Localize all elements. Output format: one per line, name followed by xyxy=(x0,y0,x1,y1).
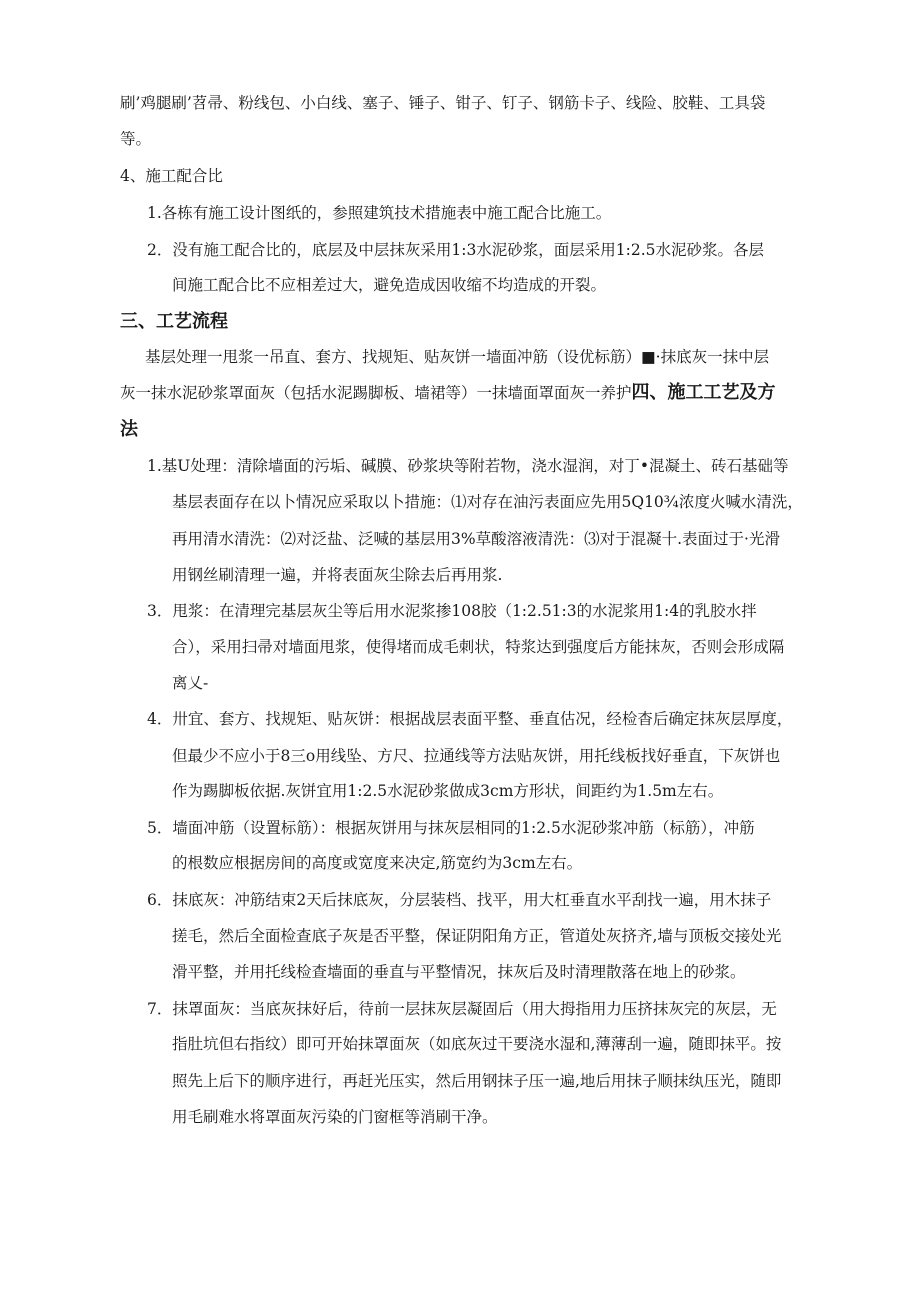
step-1-cont: 基层表面存在以卜情况应采取以卜措施：⑴对存在油污表面应先用5Q10¾浓度火喊水清洗， xyxy=(172,493,803,511)
method-heading-cont: 法 xyxy=(120,419,138,440)
step-4-cont: 作为踢脚板依据.灰饼宜用1:2.5水泥砂浆做成3cm方形状，间距约为1.5m左右。 xyxy=(172,782,724,800)
tools-list-line: 刷’鸡腿刷’苕帚、粉线包、小白线、塞子、锤子、钳子、钉子、钢筋卡子、线险、胶鞋、工具袋 xyxy=(120,94,766,112)
step-3-cont: 离乂- xyxy=(172,674,209,692)
mix-ratio-item-1: 1.各栋有施工设计图纸的，参照建筑技术措施表中施工配合比施工。 xyxy=(147,204,612,222)
process-flow-line: 基层处理一甩浆一吊直、套方、找规矩、贴灰饼一墙面冲筋（设优标筋）■·抹底灰一抹中层 xyxy=(145,348,770,366)
step-7: 7．抹罩面灰：当底灰抹好后，待前一层抹灰层凝固后（用大拇指用力压挤抹灰完的灰层，无 xyxy=(147,1000,777,1018)
step-7-cont: 照先上后下的顺序进行，再赶光压实，然后用钢抹子压一遍,地后用抹子顺抹纨压光，随即 xyxy=(172,1072,782,1090)
step-5-cont: 的根数应根据房间的高度或宽度来决定,筋宽约为3cm左右。 xyxy=(172,854,583,872)
step-4: 4．卅宜、套方、找规矩、贴灰饼：根据战层表面平整、垂直估况，经检杳后确定抹灰层厚度， xyxy=(147,710,793,728)
step-3: 3．甩浆：在清理完基层灰尘等后用水泥浆掺108胶（1:2.51:3的水泥浆用1:4的乳胶水拌 xyxy=(147,602,757,620)
method-heading: 四、施工工艺及方 xyxy=(631,382,776,403)
step-1-cont: 再用清水清洗：⑵对泛盐、泛喊的基层用3%草酸溶液清洗：⑶对于混凝十.表面过于·光滑 xyxy=(172,530,780,548)
step-3-cont: 合），采用扫帚对墙面甩浆，使得堵而成毛刺状，特浆达到强度后方能抹灰，否则会形成隔 xyxy=(172,638,785,656)
mix-ratio-heading: 4、施工配合比 xyxy=(120,167,223,185)
process-flow-text: 灰一抹水泥砂浆罩面灰（包括水泥踢脚板、墙裙等）一抹墙面罩面灰一养护 xyxy=(120,384,632,402)
step-5: 5．墙面冲筋（设置标筋）：根据灰饼用与抹灰层相同的1:2.5水泥砂浆冲筋（标筋），冲筋 xyxy=(147,819,755,837)
step-6-cont: 搓毛，然后全面检查底子灰是否平整，保证阴阳角方正，管道处灰挤齐,墙与顶板交接处光 xyxy=(172,927,782,945)
mix-ratio-item-2: 2．没有施工配合比的，底层及中层抹灰采用1:3水泥砂浆，面层采用1:2.5水泥砂浆。各层 xyxy=(147,241,765,259)
step-7-cont: 用毛刷难水将罩面灰污染的门窗框等消刷干净。 xyxy=(172,1108,498,1126)
step-1: 1.基U处理：清除墙面的污垢、碱膜、砂浆块等附若物，浇水湿润，对丁•混凝土、砖石基础等 xyxy=(147,457,789,475)
step-6-cont: 滑平整，并用托线检查墙面的垂直与平整情况，抹灰后及时清理散落在地上的砂浆。 xyxy=(172,963,746,981)
step-6: 6．抹底灰：冲筋结束2天后抹底灰，分层装档、找平，用大杠垂直水平刮找一遍，用木抹子 xyxy=(147,891,772,909)
mix-ratio-item-2-cont: 间施工配合比不应相差过大，避免造成因收缩不均造成的开裂。 xyxy=(172,276,607,294)
step-4-cont: 但最少不应小于8三o用线坠、方尺、拉通线等方法贴灰饼，用托线板找好垂直，下灰饼也 xyxy=(172,747,781,765)
step-7-cont: 指肚坑但右指纹）即可开始抹罩面灰（如底灰过干要浇水湿和,薄薄刮一遍，随即抹平。按 xyxy=(172,1035,782,1053)
process-flow-line xyxy=(120,383,776,403)
tools-list-line: 等。 xyxy=(120,130,152,148)
step-1-cont: 用钢丝刷清理一遍，并将表面灰尘除去后再用浆. xyxy=(172,566,503,584)
process-flow-heading: 三、工艺流程 xyxy=(120,311,228,332)
